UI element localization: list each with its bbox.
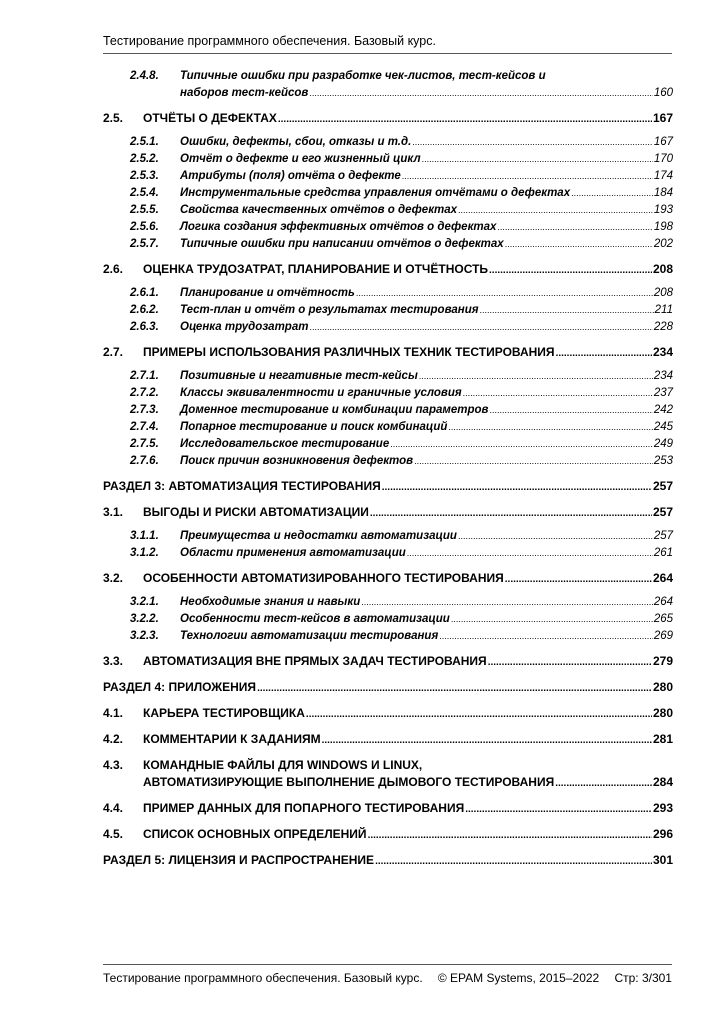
toc-entry-title: Атрибуты (поля) отчёта о дефекте <box>180 170 401 182</box>
leader-dots <box>448 419 652 436</box>
leader-dots <box>465 801 652 818</box>
toc-entry-number: 3.2.2. <box>130 613 159 625</box>
toc-section-3-1[interactable] <box>103 504 673 522</box>
toc-entry-title: Ошибки, дефекты, сбои, отказы и т.д. <box>180 136 412 148</box>
toc-section-title: ОТЧЁТЫ О ДЕФЕКТАХ <box>143 111 277 125</box>
toc-entry-number: 2.5.7. <box>130 238 159 250</box>
toc-part-page: 280 <box>652 680 673 694</box>
toc-entry[interactable] <box>103 628 673 645</box>
leader-dots <box>407 545 653 562</box>
toc-section-page: 293 <box>652 801 673 815</box>
leader-dots <box>368 827 652 844</box>
toc-entry-title: Типичные ошибки при написании отчётов о дефектах <box>180 238 504 250</box>
toc-entry[interactable] <box>103 219 673 236</box>
toc-section-title: КОММЕНТАРИИ К ЗАДАНИЯМ <box>143 732 321 746</box>
toc-section-4-4[interactable] <box>103 800 673 818</box>
toc-section-3-3[interactable] <box>103 653 673 671</box>
toc-entry-page: 237 <box>653 387 673 399</box>
toc-entry-title: Особенности тест-кейсов в автоматизации <box>180 613 450 625</box>
leader-dots <box>375 853 652 870</box>
toc-section-page: 281 <box>652 732 673 746</box>
toc-entry-page: 228 <box>653 321 673 333</box>
toc-section-2-5[interactable] <box>103 110 673 128</box>
toc-section-title: ПРИМЕР ДАННЫХ ДЛЯ ПОПАРНОГО ТЕСТИРОВАНИЯ <box>143 801 465 815</box>
toc-entry-title: Доменное тестирование и комбинации параметров <box>180 404 489 416</box>
page-header <box>103 34 672 54</box>
toc-entry[interactable] <box>103 528 673 545</box>
toc-entry-title: Технологии автоматизации тестирования <box>180 630 439 642</box>
toc-entry-title: Оценка трудозатрат <box>180 321 309 333</box>
toc-entry-page: 160 <box>653 87 673 99</box>
toc-section-2-7[interactable] <box>103 344 673 362</box>
toc-entry-page: 257 <box>653 530 673 542</box>
toc-section-3-2[interactable] <box>103 570 673 588</box>
toc-entry[interactable] <box>103 594 673 611</box>
toc-entry-number: 2.5.1. <box>130 136 159 148</box>
toc-entry-page: 242 <box>653 404 673 416</box>
header-title: Тестирование программного обеспечения. Базовый курс. <box>103 34 436 48</box>
toc-entry-page: 234 <box>653 370 673 382</box>
toc-section-page: 284 <box>652 775 673 789</box>
toc-entry-page: 167 <box>653 136 673 148</box>
leader-dots <box>414 453 653 470</box>
toc-section-page: 280 <box>652 706 673 720</box>
toc-entry-number: 2.7.3. <box>130 404 159 416</box>
toc-entry-title: Инструментальные средства управления отчётами о дефектах <box>180 187 571 199</box>
leader-dots <box>361 594 653 611</box>
toc-part-page: 257 <box>652 479 673 493</box>
toc-entry-page: 208 <box>653 287 673 299</box>
toc-entry-number: 3.2.1. <box>130 596 159 608</box>
toc-entry-title: наборов тест-кейсов <box>180 87 309 99</box>
leader-dots <box>463 385 653 402</box>
toc-entry[interactable] <box>103 151 673 168</box>
toc-entry[interactable] <box>103 302 673 319</box>
toc-section-title: ВЫГОДЫ И РИСКИ АВТОМАТИЗАЦИИ <box>143 505 369 519</box>
toc-entry-page: 261 <box>653 547 673 559</box>
table-of-contents <box>103 68 673 870</box>
toc-entry[interactable] <box>103 545 673 562</box>
toc-entry-page: 249 <box>653 438 673 450</box>
footer-copyright: © EPAM Systems, 2015–2022 <box>437 971 600 985</box>
toc-entry-number: 2.5.2. <box>130 153 159 165</box>
toc-entry-number: 2.4.8. <box>130 70 159 82</box>
leader-dots <box>451 611 653 628</box>
toc-part-4[interactable] <box>103 679 673 697</box>
toc-part-3[interactable] <box>103 478 673 496</box>
toc-entry-title: Свойства качественных отчётов о дефектах <box>180 204 458 216</box>
toc-entry-title: Преимущества и недостатки автоматизации <box>180 530 457 542</box>
toc-section-page: 257 <box>652 505 673 519</box>
toc-entry-title: Области применения автоматизации <box>180 547 406 559</box>
toc-section-page: 279 <box>652 654 673 668</box>
leader-dots <box>458 202 653 219</box>
toc-section-title: АВТОМАТИЗАЦИЯ ВНЕ ПРЯМЫХ ЗАДАЧ ТЕСТИРОВАНИЯ <box>143 654 487 668</box>
leader-dots <box>370 505 652 522</box>
toc-entry[interactable] <box>103 185 673 202</box>
leader-dots <box>356 285 653 302</box>
toc-entry[interactable] <box>103 168 673 185</box>
toc-part-title: РАЗДЕЛ 4: ПРИЛОЖЕНИЯ <box>103 680 257 694</box>
toc-entry[interactable] <box>103 385 673 402</box>
leader-dots <box>419 368 653 385</box>
leader-dots <box>306 706 652 723</box>
leader-dots <box>488 654 652 671</box>
footer-title: Тестирование программного обеспечения. Базовый курс. <box>103 971 423 985</box>
toc-section-number: 4.2. <box>103 732 124 746</box>
toc-section-4-3-cont[interactable] <box>103 774 673 792</box>
leader-dots <box>257 680 652 697</box>
page-footer <box>103 964 672 985</box>
toc-part-title: РАЗДЕЛ 5: ЛИЦЕНЗИЯ И РАСПРОСТРАНЕНИЕ <box>103 853 375 867</box>
leader-dots <box>571 185 653 202</box>
leader-dots <box>390 436 653 453</box>
toc-entry-title: Позитивные и негативные тест-кейсы <box>180 370 418 382</box>
toc-entry-number: 2.7.4. <box>130 421 159 433</box>
toc-entry-number: 3.1.2. <box>130 547 159 559</box>
toc-section-page: 296 <box>652 827 673 841</box>
toc-entry-number: 2.7.5. <box>130 438 159 450</box>
toc-section-title: КАРЬЕРА ТЕСТИРОВЩИКА <box>143 706 305 720</box>
toc-entry[interactable] <box>103 368 673 385</box>
toc-entry-page: 269 <box>653 630 673 642</box>
toc-section-number: 3.2. <box>103 571 124 585</box>
leader-dots <box>382 479 652 496</box>
toc-section-page: 264 <box>652 571 673 585</box>
toc-section-title: ОСОБЕННОСТИ АВТОМАТИЗИРОВАННОГО ТЕСТИРОВАНИЯ <box>143 571 504 585</box>
toc-entry-title: Тест-план и отчёт о результатах тестирования <box>180 304 479 316</box>
toc-entry[interactable] <box>103 402 673 419</box>
toc-entry[interactable] <box>103 285 673 302</box>
toc-entry[interactable] <box>103 453 673 470</box>
toc-entry-title: Попарное тестирование и поиск комбинаций <box>180 421 448 433</box>
leader-dots <box>458 528 653 545</box>
toc-entry-title: Логика создания эффективных отчётов о дефектах <box>180 221 497 233</box>
toc-part-page: 301 <box>652 853 673 867</box>
leader-dots <box>555 775 652 792</box>
toc-section-4-1[interactable] <box>103 705 673 723</box>
leader-dots <box>412 134 653 151</box>
toc-entry-number: 2.5.4. <box>130 187 159 199</box>
toc-section-number: 3.3. <box>103 654 124 668</box>
toc-entry-number: 2.5.5. <box>130 204 159 216</box>
toc-part-5[interactable] <box>103 852 673 870</box>
toc-entry-title: Планирование и отчётность <box>180 287 355 299</box>
leader-dots <box>402 168 653 185</box>
toc-entry-page: 211 <box>654 304 673 316</box>
toc-entry-number: 2.5.6. <box>130 221 159 233</box>
toc-entry-title: Типичные ошибки при разработке чек-листов, тест-кейсов и <box>180 70 546 82</box>
toc-section-page: 208 <box>652 262 673 276</box>
leader-dots <box>490 402 653 419</box>
toc-section-title: АВТОМАТИЗИРУЮЩИЕ ВЫПОЛНЕНИЕ ДЫМОВОГО ТЕСТИРОВАНИЯ <box>143 775 555 789</box>
toc-section-number: 4.5. <box>103 827 124 841</box>
toc-entry[interactable] <box>103 419 673 436</box>
toc-entry-page: 265 <box>653 613 673 625</box>
toc-entry-number: 2.7.1. <box>130 370 159 382</box>
toc-entry[interactable] <box>103 236 673 253</box>
leader-dots <box>422 151 653 168</box>
toc-entry-title: Поиск причин возникновения дефектов <box>180 455 414 467</box>
toc-section-number: 4.4. <box>103 801 124 815</box>
toc-section-page: 167 <box>652 111 673 125</box>
toc-section-4-3[interactable] <box>103 757 673 774</box>
toc-section-4-5[interactable] <box>103 826 673 844</box>
toc-entry[interactable] <box>103 202 673 219</box>
toc-entry-page: 202 <box>653 238 673 250</box>
toc-entry-page: 184 <box>653 187 673 199</box>
leader-dots <box>497 219 652 236</box>
toc-entry-page: 198 <box>653 221 673 233</box>
toc-section-number: 2.6. <box>103 262 124 276</box>
toc-section-number: 2.7. <box>103 345 124 359</box>
toc-entry-number: 2.7.2. <box>130 387 159 399</box>
toc-entry-number: 2.5.3. <box>130 170 159 182</box>
toc-entry[interactable] <box>103 436 673 453</box>
toc-section-title: ОЦЕНКА ТРУДОЗАТРАТ, ПЛАНИРОВАНИЕ И ОТЧЁТНОСТЬ <box>143 262 489 276</box>
toc-section-title: КОМАНДНЫЕ ФАЙЛЫ ДЛЯ WINDOWS И LINUX, <box>143 758 423 772</box>
toc-part-title: РАЗДЕЛ 3: АВТОМАТИЗАЦИЯ ТЕСТИРОВАНИЯ <box>103 479 381 493</box>
leader-dots <box>309 319 652 336</box>
leader-dots <box>556 345 652 362</box>
toc-section-number: 2.5. <box>103 111 124 125</box>
toc-entry-2-4-8-cont[interactable] <box>103 85 673 102</box>
leader-dots <box>322 732 652 749</box>
leader-dots <box>505 571 652 588</box>
toc-entry-number: 3.2.3. <box>130 630 159 642</box>
toc-section-page: 234 <box>652 345 673 359</box>
leader-dots <box>278 111 652 128</box>
toc-entry-number: 3.1.1. <box>130 530 159 542</box>
toc-entry[interactable] <box>103 134 673 151</box>
toc-entry-number: 2.6.3. <box>130 321 159 333</box>
toc-entry-title: Необходимые знания и навыки <box>180 596 361 608</box>
leader-dots <box>309 85 652 102</box>
toc-entry-page: 253 <box>653 455 673 467</box>
toc-section-2-6[interactable] <box>103 261 673 279</box>
leader-dots <box>489 262 652 279</box>
leader-dots <box>480 302 654 319</box>
toc-section-title: ПРИМЕРЫ ИСПОЛЬЗОВАНИЯ РАЗЛИЧНЫХ ТЕХНИК ТЕСТИРОВАНИЯ <box>143 345 555 359</box>
leader-dots <box>505 236 653 253</box>
toc-entry-page: 174 <box>653 170 673 182</box>
toc-entry-2-4-8[interactable] <box>103 68 673 85</box>
leader-dots <box>439 628 653 645</box>
toc-section-number: 4.3. <box>103 758 124 772</box>
toc-entry-page: 170 <box>653 153 673 165</box>
toc-section-number: 3.1. <box>103 505 124 519</box>
footer-page-number: Стр: 3/301 <box>614 971 672 985</box>
toc-entry[interactable] <box>103 611 673 628</box>
toc-entry-number: 2.7.6. <box>130 455 159 467</box>
toc-entry-page: 264 <box>653 596 673 608</box>
toc-entry-number: 2.6.1. <box>130 287 159 299</box>
toc-section-number: 4.1. <box>103 706 124 720</box>
toc-entry-title: Исследовательское тестирование <box>180 438 390 450</box>
toc-entry-title: Отчёт о дефекте и его жизненный цикл <box>180 153 421 165</box>
toc-section-title: СПИСОК ОСНОВНЫХ ОПРЕДЕЛЕНИЙ <box>143 827 367 841</box>
toc-entry-title: Классы эквивалентности и граничные условия <box>180 387 462 399</box>
toc-entry[interactable] <box>103 319 673 336</box>
toc-entry-page: 245 <box>653 421 673 433</box>
toc-entry-number: 2.6.2. <box>130 304 159 316</box>
toc-entry-page: 193 <box>653 204 673 216</box>
toc-section-4-2[interactable] <box>103 731 673 749</box>
